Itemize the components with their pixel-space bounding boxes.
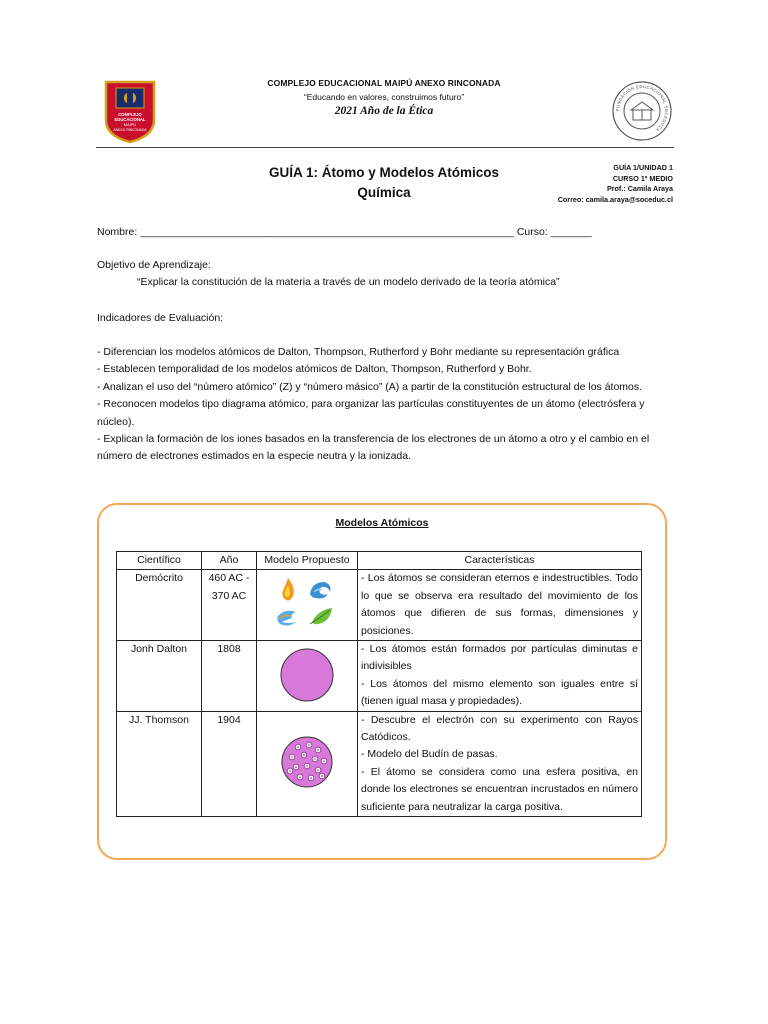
course-field[interactable]: _______ bbox=[550, 226, 592, 238]
year-label: 2021 Año de la Ética bbox=[334, 105, 434, 117]
characteristic-text: - Modelo del Budín de pasas. bbox=[361, 748, 498, 761]
characteristic-text: - Los átomos del mismo elemento son iguales entre sí (tienen igual masa y propiedades). bbox=[361, 677, 638, 708]
seal-text: FUNDACIÓN EDUCACIONAL SOCEDUCA bbox=[614, 83, 670, 133]
model-cell bbox=[257, 570, 358, 641]
characteristic-text: - Los átomos están formados por partículas diminutas e indivisibles bbox=[361, 643, 638, 673]
plum-pudding-icon bbox=[280, 735, 334, 789]
school-shield-logo bbox=[104, 80, 156, 144]
indicator-item: - Analizan el uso del “número atómico” (Z) y “número másico” (A) a partir de la constitución estructural de los átomos. bbox=[97, 380, 643, 393]
guide-title: GUÍA 1: Átomo y Modelos Atómicos bbox=[268, 165, 499, 180]
solid-sphere-icon bbox=[279, 647, 335, 703]
scientist-cell: JJ. Thomson bbox=[117, 711, 202, 816]
logo-line-2: EDUCACIONAL bbox=[114, 117, 146, 122]
indicators-label: Indicadores de Evaluación: bbox=[97, 312, 224, 324]
characteristics-cell bbox=[358, 570, 642, 641]
atomic-models-box bbox=[97, 503, 667, 860]
subject-title: Química bbox=[357, 185, 411, 200]
svg-text:FUNDACIÓN EDUCACIONAL SOCEDUCA bbox=[615, 84, 669, 133]
indicator-item: - Diferencian los modelos atómicos de Dalton, Thompson, Rutherford y Bohr mediante su representación gráfica bbox=[97, 346, 620, 358]
guide-meta bbox=[558, 163, 673, 205]
year-cell: 1808 bbox=[202, 641, 257, 712]
indicator-item: - Reconocen modelos tipo diagrama atómico, para organizar las partículas constituyentes de un átomo (electrósfera y núcleo). bbox=[97, 398, 645, 428]
header-divider bbox=[96, 147, 674, 148]
table-row bbox=[117, 711, 642, 816]
characteristics-cell bbox=[358, 711, 642, 816]
characteristic-text: - Descubre el electrón con su experimento con Rayos Catódicos. bbox=[361, 713, 638, 744]
indicator-item: - Explican la formación de los iones basados en la transferencia de los electrones de un átomo a otro y el cambio en el número de electrones estimados en la especie neutra y la ionizada. bbox=[97, 433, 650, 463]
models-title: Modelos Atómicos bbox=[335, 517, 429, 529]
model-cell bbox=[257, 711, 358, 816]
course-level: CURSO 1º MEDIO bbox=[612, 173, 673, 183]
atomic-models-table bbox=[116, 551, 642, 817]
guide-unit: GUÍA 1/UNIDAD 1 bbox=[613, 163, 673, 172]
objective-label: Objetivo de Aprendizaje: bbox=[97, 259, 211, 271]
indicator-item: - Establecen temporalidad de los modelos atómicos de Dalton, Thompson, Rutherford y Bohr. bbox=[97, 363, 532, 376]
header-year: Año bbox=[202, 552, 257, 570]
teacher-name: Prof.: Camila Araya bbox=[606, 184, 673, 193]
logo-line-3: MAIPÚ bbox=[123, 122, 137, 127]
title-block bbox=[200, 165, 568, 200]
name-field[interactable]: ________________________________________________________________ bbox=[140, 226, 514, 238]
name-label: Nombre: bbox=[97, 226, 138, 238]
school-motto: “Educando en valores, construimos futuro” bbox=[303, 92, 465, 102]
objective-text: “Explicar la constitución de la materia a través de un modelo derivado de la teoría atómica” bbox=[137, 276, 560, 289]
header-characteristics: Características bbox=[358, 552, 642, 570]
year-cell: 1904 bbox=[202, 711, 257, 816]
course-label: Curso: bbox=[516, 226, 548, 238]
indicators-list bbox=[97, 344, 669, 466]
teacher-email: Correo: camila.araya@soceduc.cl bbox=[557, 194, 673, 204]
school-header bbox=[200, 78, 568, 117]
characteristic-text: - El átomo se considera como una esfera positiva, en donde los electrones se encuentran incrustados en número suficiente para neutralizar la carga positiva. bbox=[361, 765, 638, 813]
characteristics-cell bbox=[358, 641, 642, 712]
logo-line-4: ANEXO RINCONADA bbox=[113, 128, 147, 132]
header-scientist: Científico bbox=[117, 552, 202, 570]
scientist-cell: Jonh Dalton bbox=[117, 641, 202, 712]
foundation-seal-logo bbox=[611, 80, 673, 142]
header-model: Modelo Propuesto bbox=[257, 552, 358, 570]
logo-line-1: COMPLEJO bbox=[118, 112, 142, 117]
student-info-line bbox=[97, 226, 592, 238]
characteristic-text: - Los átomos se consideran eternos e indestructibles. Todo lo que se observa era resultado del movimiento de los átomos que difieren de sus formas, dimensiones y posiciones. bbox=[361, 572, 638, 637]
model-cell bbox=[257, 641, 358, 712]
objective-section bbox=[97, 257, 669, 292]
scientist-cell: Demócrito bbox=[117, 570, 202, 641]
table-row bbox=[117, 641, 642, 712]
school-name: COMPLEJO EDUCACIONAL MAIPÚ ANEXO RINCONADA bbox=[267, 78, 501, 88]
year-cell: 460 AC - 370 AC bbox=[202, 570, 257, 641]
table-row bbox=[117, 570, 642, 641]
four-elements-icon bbox=[274, 574, 340, 630]
table-header-row bbox=[117, 552, 642, 570]
